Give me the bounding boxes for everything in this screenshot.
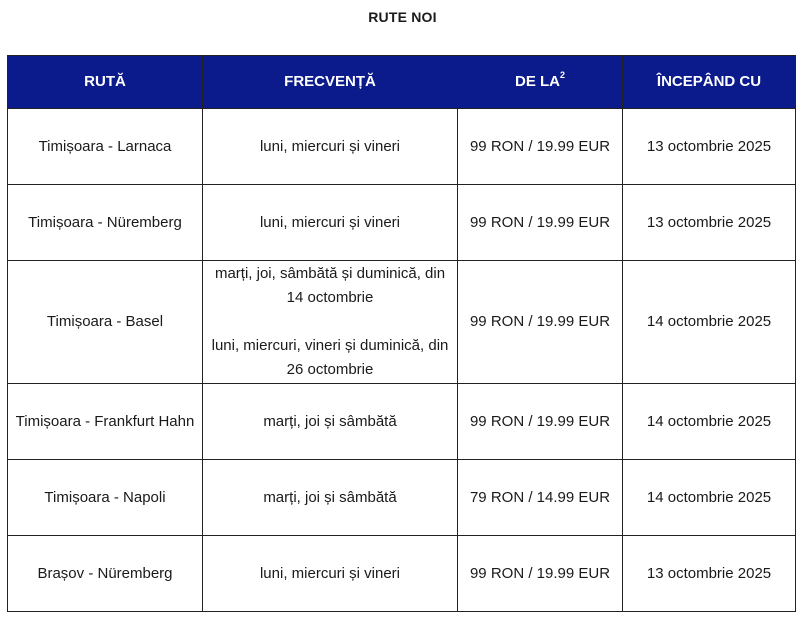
frequency-cell — [203, 460, 458, 536]
column-header-start-date — [623, 56, 796, 109]
route-cell: Timișoara - Basel — [8, 261, 203, 384]
table-row — [8, 261, 796, 384]
start-date-cell: 13 octombrie 2025 — [623, 185, 796, 261]
table-row — [8, 185, 796, 261]
frequency-text: luni, miercuri și vineri — [259, 137, 401, 155]
price-cell: 99 RON / 19.99 EUR — [458, 185, 623, 261]
routes-table — [7, 55, 796, 612]
price-cell: 99 RON / 19.99 EUR — [458, 536, 623, 612]
column-header-route-label: RUTĂ — [84, 73, 126, 90]
frequency-cell — [203, 109, 458, 185]
table-header-row — [8, 56, 796, 109]
price-cell: 79 RON / 14.99 EUR — [458, 460, 623, 536]
table-row — [8, 109, 796, 185]
price-cell: 99 RON / 19.99 EUR — [458, 384, 623, 460]
column-header-price-label: DE LA — [514, 73, 560, 90]
route-cell: Timișoara - Napoli — [8, 460, 203, 536]
table-row — [8, 460, 796, 536]
frequency-text: marți, joi și sâmbătă — [263, 488, 397, 506]
frequency-cell — [203, 536, 458, 612]
frequency-text: marți, joi, sâmbătă și duminică, din 14 octombrie — [214, 265, 446, 306]
frequency-cell — [203, 185, 458, 261]
start-date-cell: 13 octombrie 2025 — [623, 536, 796, 612]
route-cell: Brașov - Nüremberg — [8, 536, 203, 612]
start-date-cell: 14 octombrie 2025 — [623, 384, 796, 460]
route-cell: Timișoara - Nüremberg — [8, 185, 203, 261]
start-date-cell: 14 octombrie 2025 — [623, 460, 796, 536]
column-header-start-label: ÎNCEPÂND CU — [656, 73, 762, 90]
page-title: RUTE NOI — [368, 9, 437, 25]
frequency-cell — [203, 384, 458, 460]
frequency-text-secondary: luni, miercuri, vineri și duminică, din 26 octombrie — [211, 337, 449, 378]
frequency-cell — [203, 261, 458, 384]
frequency-spacer — [209, 310, 451, 334]
column-header-route — [8, 56, 203, 109]
column-header-price — [458, 56, 623, 109]
start-date-cell: 13 octombrie 2025 — [623, 109, 796, 185]
column-header-frequency — [203, 56, 458, 109]
table-row — [8, 536, 796, 612]
column-header-frequency-label: FRECVENȚĂ — [284, 73, 376, 90]
frequency-text: luni, miercuri și vineri — [259, 564, 401, 582]
table-row — [8, 384, 796, 460]
frequency-text: luni, miercuri și vineri — [259, 213, 401, 231]
price-cell: 99 RON / 19.99 EUR — [458, 109, 623, 185]
frequency-text: marți, joi și sâmbătă — [263, 412, 397, 430]
footnote-marker: 2 — [559, 70, 565, 80]
route-cell: Timișoara - Larnaca — [8, 109, 203, 185]
price-cell: 99 RON / 19.99 EUR — [458, 261, 623, 384]
route-cell: Timișoara - Frankfurt Hahn — [8, 384, 203, 460]
start-date-cell: 14 octombrie 2025 — [623, 261, 796, 384]
